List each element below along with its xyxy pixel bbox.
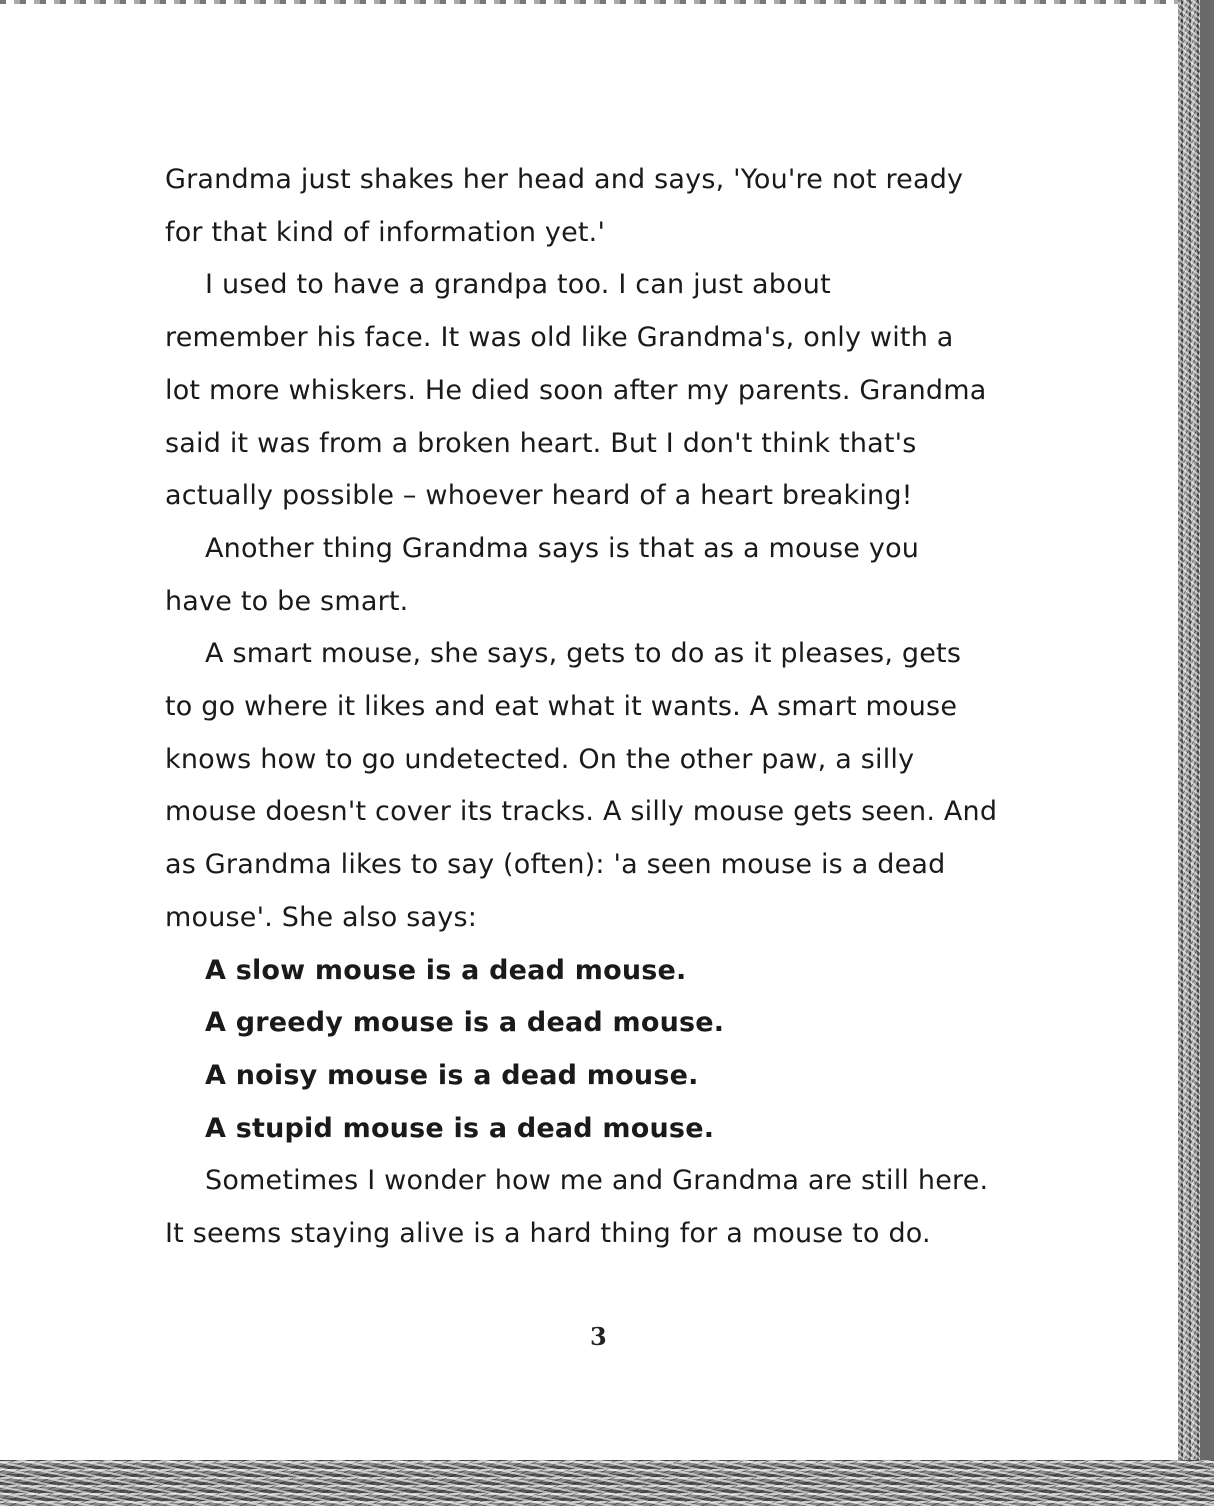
text-line: Sometimes I wonder how me and Grandma are still here. [205,1165,989,1197]
page-number: 3 [590,1322,607,1351]
text-line: Another thing Grandma says is that as a mouse you [205,532,920,564]
text-line: as Grandma likes to say (often): 'a seen mouse is a dead [165,849,946,881]
rule-line: A slow mouse is a dead mouse. [205,954,687,986]
scan-edge-top [0,0,1214,4]
text-line: said it was from a broken heart. But I don't think that's [165,427,917,459]
text-line: remember his face. It was old like Grandma's, only with a [165,322,954,354]
text-line: to go where it likes and eat what it wants. A smart mouse [165,691,958,723]
text-line: lot more whiskers. He died soon after my parents. Grandma [165,374,987,406]
rule-line: A noisy mouse is a dead mouse. [205,1059,699,1091]
text-line: It seems staying alive is a hard thing for a mouse to do. [165,1218,931,1250]
text-line: I used to have a grandpa too. I can just about [205,269,831,301]
scan-edge-bottom [0,1460,1214,1506]
page-body-text [165,154,1065,1261]
text-line: A smart mouse, she says, gets to do as it pleases, gets [205,638,962,670]
rule-line: A stupid mouse is a dead mouse. [205,1112,715,1144]
text-line: mouse doesn't cover its tracks. A silly mouse gets seen. And [165,796,998,828]
text-line: actually possible – whoever heard of a heart breaking! [165,480,913,512]
text-line: mouse'. She also says: [165,901,478,933]
rule-line: A greedy mouse is a dead mouse. [205,1007,725,1039]
text-line: knows how to go undetected. On the other paw, a silly [165,743,915,775]
text-line: Grandma just shakes her head and says, 'You're not ready [165,164,964,195]
text-line: have to be smart. [165,585,409,617]
scan-edge-right [1178,0,1214,1506]
text-line: for that kind of information yet.' [165,216,606,248]
